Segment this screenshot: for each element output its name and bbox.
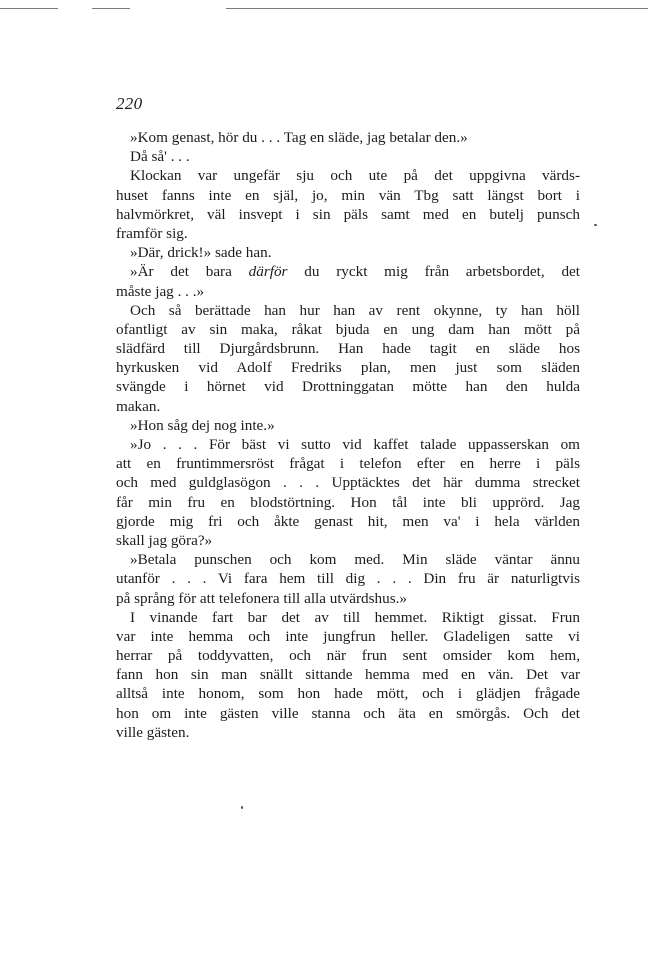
paragraph — [116, 301, 580, 416]
text-line: Klockan var ungefär sju och ute på det uppgivna värds- — [130, 167, 580, 185]
text-line: »Jo . . . För bäst vi sutto vid kaffet talade uppasserskan om — [130, 436, 580, 453]
top-edge-rule — [226, 8, 648, 9]
paragraph — [116, 608, 580, 742]
text-line: skall jag göra?» — [116, 531, 213, 549]
paragraph — [116, 435, 580, 550]
text-line: herrar på toddyvatten, och när frun sent omsider kom hem, — [116, 647, 580, 665]
page-number: 220 — [116, 94, 143, 113]
text-line: måste jag . . .» — [116, 282, 205, 300]
top-edge-rule — [0, 8, 58, 9]
text-line: hon om inte gästen ville stanna och äta en smörgås. Och det — [116, 704, 580, 722]
text-line: fann hon sin man snällt sittande hemma med en vän. Det var — [116, 666, 580, 684]
text-line: Då så' . . . — [130, 148, 190, 166]
text-line: utanför . . . Vi fara hem till dig . . . Din fru är naturligtvis — [116, 570, 580, 588]
text-run: du ryckt mig från arbetsbordet, det — [287, 263, 580, 281]
text-line: gjorde mig fri och åkte genast hit, men va' i hela världen — [116, 512, 580, 530]
paragraph — [116, 166, 580, 243]
print-speck — [594, 224, 597, 226]
text-line: får min fru en blodstörtning. Hon tål inte bli upprörd. Jag — [116, 493, 580, 511]
top-edge-rule — [92, 8, 130, 9]
text-line: svängde i hörnet vid Drottninggatan mötte han den hulda — [116, 378, 580, 396]
paragraph — [116, 416, 580, 435]
text-line: var inte hemma och inte jungfrun heller. Gladeligen satte vi — [116, 627, 580, 645]
text-line: och med guldglasögon . . . Upptäcktes det här dumma strecket — [116, 474, 580, 492]
text-line: »Hon såg dej nog inte.» — [130, 416, 275, 434]
text-line: »Där, drick!» sade han. — [130, 244, 272, 262]
text-line: att en fruntimmersröst frågat i telefon efter en herre i päls — [116, 455, 580, 473]
print-speck — [241, 806, 243, 809]
paragraph — [116, 128, 580, 147]
paragraph — [116, 262, 580, 300]
text-line: slädfärd till Djurgårdsbrunn. Han hade tagit en släde hos — [116, 340, 580, 358]
paragraph — [116, 550, 580, 608]
text-line: framför sig. — [116, 224, 188, 242]
text-line: »Kom genast, hör du . . . Tag en släde, jag betalar den.» — [130, 129, 468, 146]
body-text — [116, 128, 580, 742]
text-line: alltså inte honom, som hon hade mött, och i glädjen frågade — [116, 685, 580, 703]
text-line: halvmörkret, väl insvept i sin päls samt med en butelj punsch — [116, 205, 580, 223]
text-line: makan. — [116, 397, 161, 415]
text-line: »Betala punschen och kom med. Min släde väntar ännu — [130, 551, 580, 569]
paragraph — [116, 147, 580, 166]
text-line: ville gästen. — [116, 723, 190, 741]
paragraph — [116, 243, 580, 262]
emphasized-word: därför — [248, 263, 288, 281]
text-line: hyrkusken vid Adolf Fredriks plan, men just som släden — [116, 359, 580, 377]
text-line: på språng för att telefonera till alla utvärdshus.» — [116, 589, 407, 607]
text-line: ofantligt av sin maka, råkat bjuda en ung dam han mött på — [116, 320, 580, 338]
text-run: »Är det bara — [130, 263, 249, 281]
text-line — [116, 262, 580, 281]
text-line: I vinande fart bar det av till hemmet. Riktigt gissat. Frun — [130, 608, 580, 626]
text-line: huset fanns inte en själ, jo, min vän Tbg satt längst bort i — [116, 186, 580, 204]
text-line: Och så berättade han hur han av rent okynne, ty han höll — [130, 301, 580, 319]
